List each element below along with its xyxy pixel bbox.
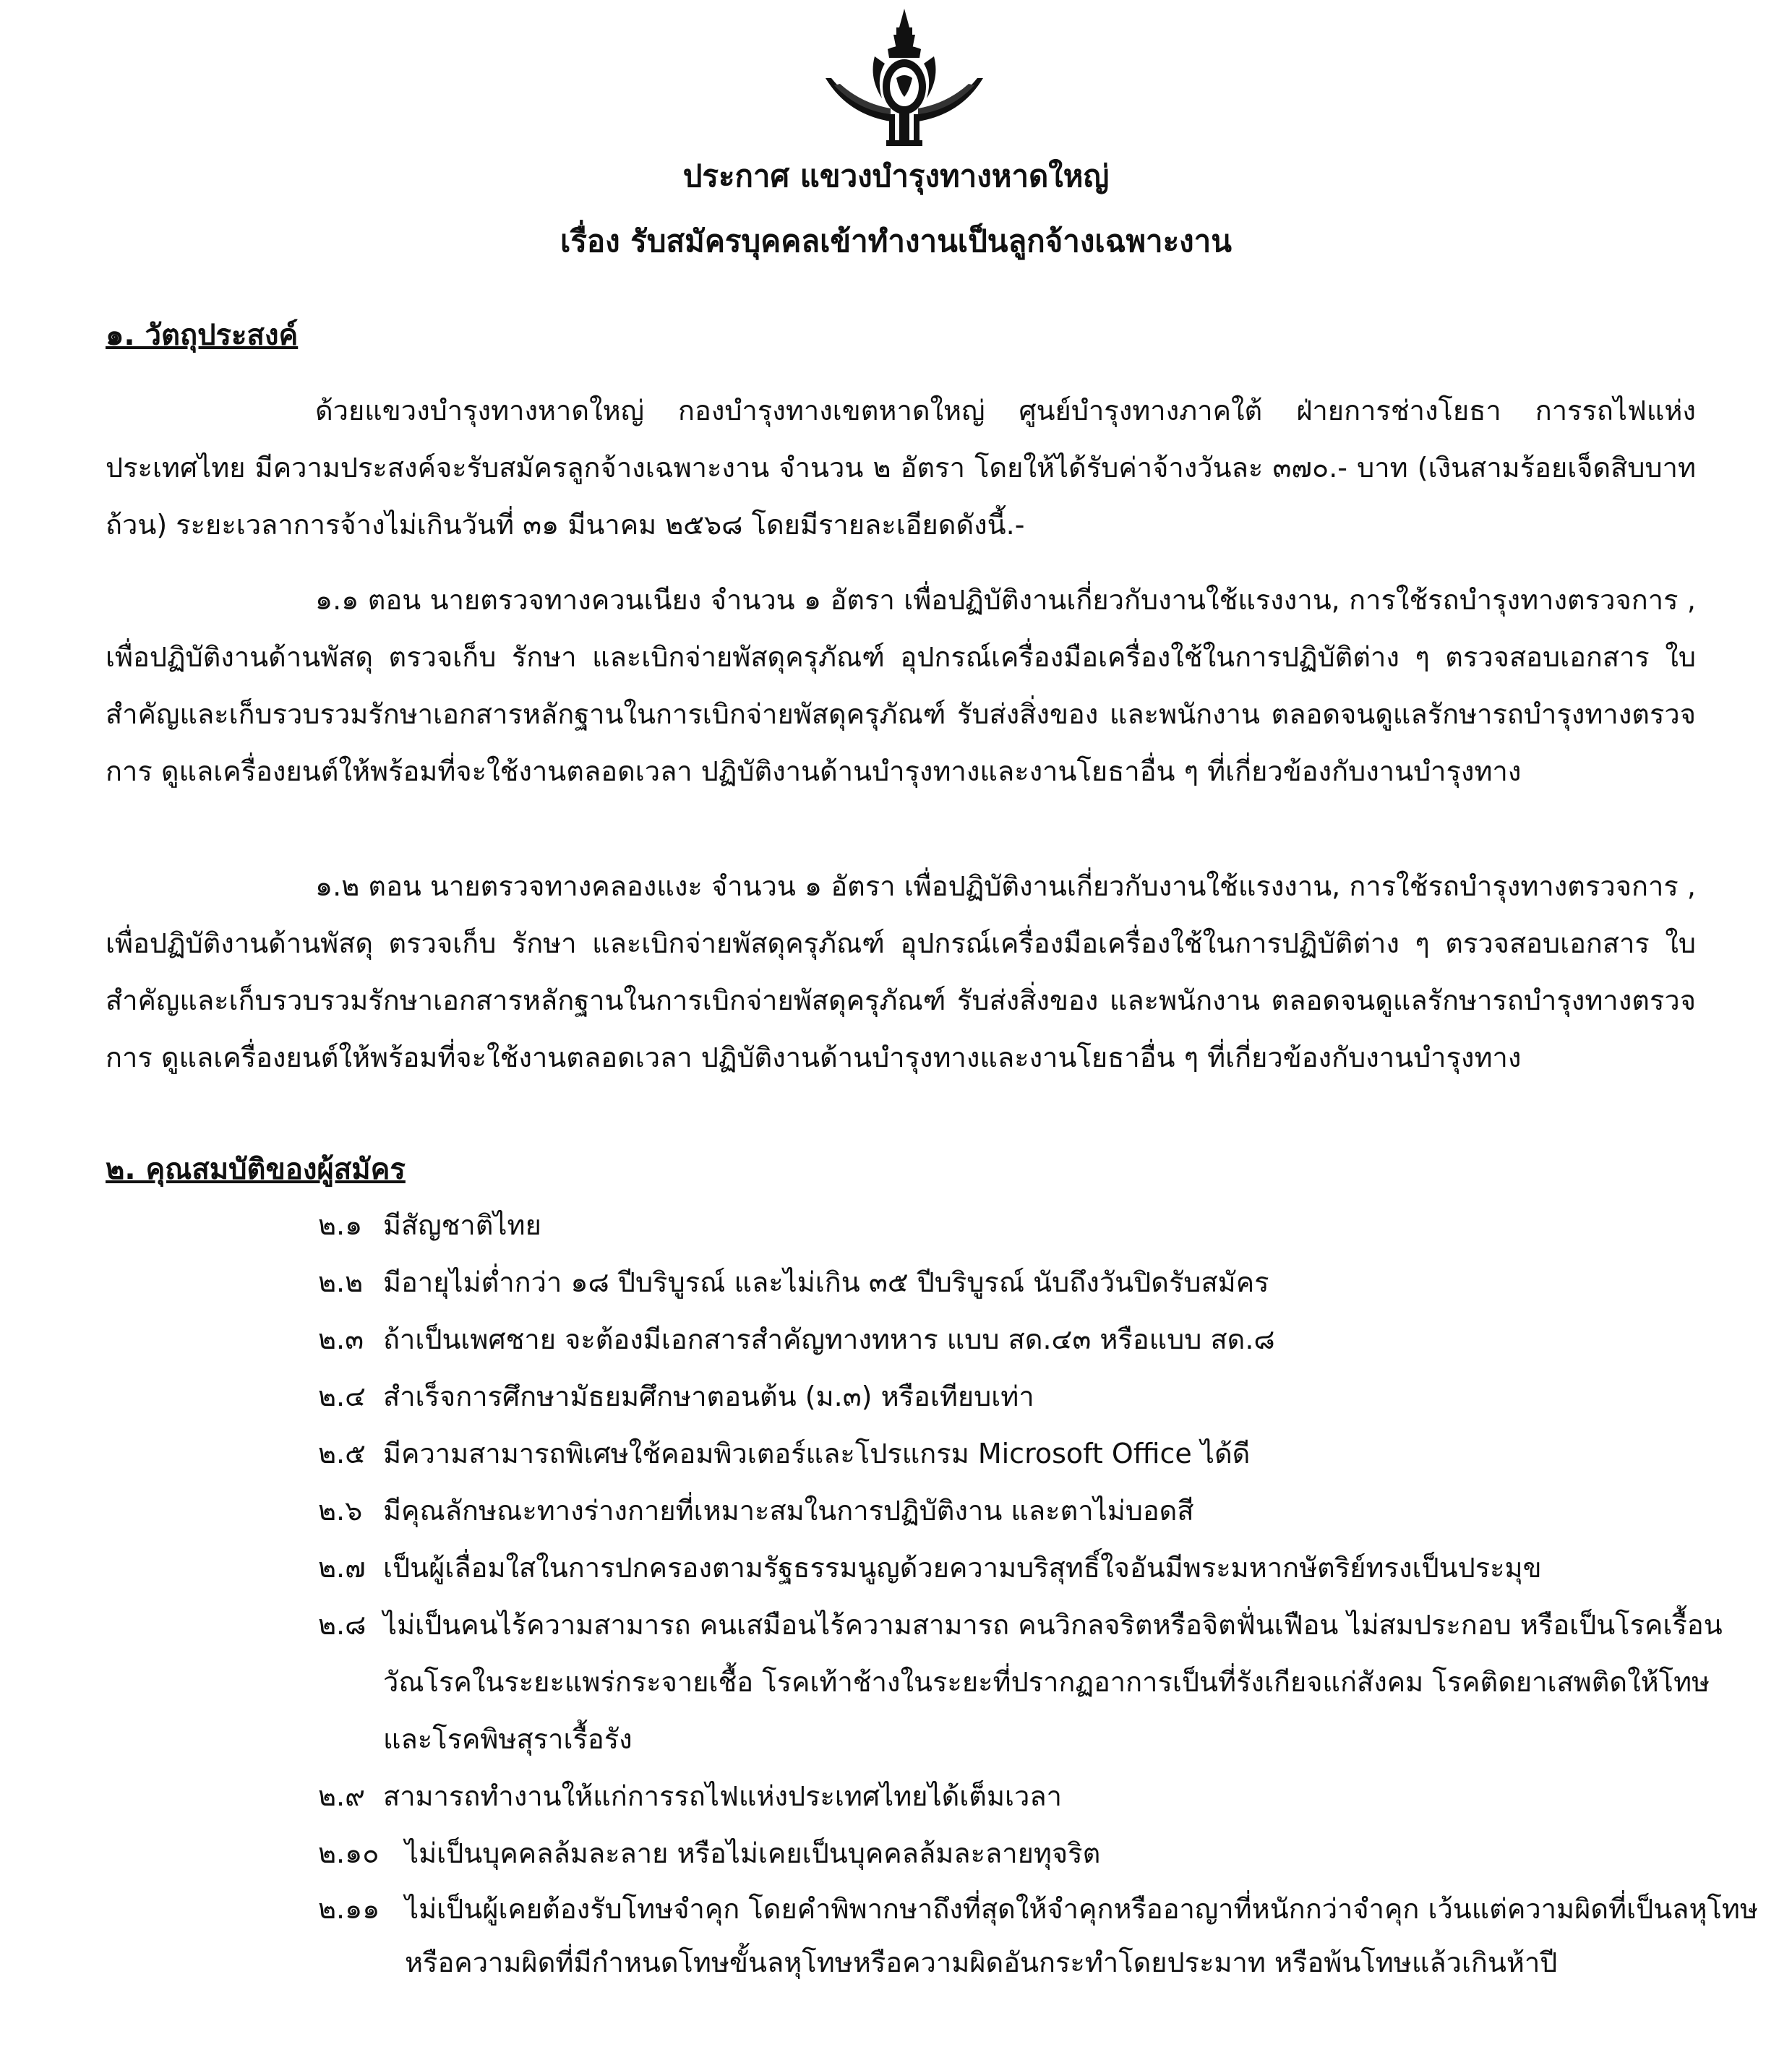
qualification-item: [318, 1368, 1742, 1425]
qualification-item: [318, 1882, 1764, 1989]
qualification-number: ๒.๘: [318, 1609, 366, 1641]
section-2-heading: ๒. คุณสมบัติของผู้สมัคร: [106, 1153, 406, 1186]
qualification-item: [318, 1311, 1742, 1368]
qualification-number: ๒.๑๐: [318, 1837, 380, 1869]
qualification-item: [318, 1825, 1764, 1882]
qualification-text: ไม่เป็นบุคคลล้มละลาย หรือไม่เคยเป็นบุคคลล้มละลายทุจริต: [405, 1837, 1101, 1869]
qualification-number: ๒.๙: [318, 1780, 365, 1812]
qualification-text: มีอายุไม่ต่ำกว่า ๑๘ ปีบริบูรณ์ และไม่เกิน ๓๕ ปีบริบูรณ์ นับถึงวันปิดรับสมัคร: [383, 1266, 1269, 1298]
qualification-number: ๒.๑๑: [318, 1893, 380, 1925]
qualification-number: ๒.๓: [318, 1323, 364, 1355]
qualification-text: ไม่เป็นผู้เคยต้องรับโทษจำคุก โดยคำพิพากษาถึงที่สุดให้จำคุกหรืออาญาที่หนักกว่าจำคุก เว้นแต่ความผิดที่เป็นลหุโทษ หรือความผิดที่มีกำหนดโทษขั้นลหุโทษหรือความผิดอันกระทำโดยประมาท หรือพ้นโทษแล้วเกินห้าปี: [405, 1893, 1759, 1978]
qualification-number: ๒.๔: [318, 1381, 366, 1412]
state-railway-emblem: [818, 6, 990, 150]
qualification-text: เป็นผู้เลื่อมใสในการปกครองตามรัฐธรรมนูญด้วยความบริสุทธิ์ใจอันมีพระมหากษัตริย์ทรงเป็นประมุข: [383, 1552, 1542, 1584]
qualification-item: [318, 1768, 1742, 1825]
qualification-text: มีคุณลักษณะทางร่างกายที่เหมาะสมในการปฏิบัติงาน และตาไม่บอดสี: [383, 1495, 1194, 1527]
qualification-item: [318, 1597, 1742, 1768]
qualification-text: มีความสามารถพิเศษใช้คอมพิวเตอร์และโปรแกรม Microsoft Office ได้ดี: [383, 1438, 1251, 1469]
qualification-text: ถ้าเป็นเพศชาย จะต้องมีเอกสารสำคัญทางทหาร แบบ สด.๔๓ หรือแบบ สด.๘: [383, 1323, 1275, 1355]
announcement-subject: เรื่อง รับสมัครบุคคลเข้าทำงานเป็นลูกจ้างเฉพาะงาน: [560, 223, 1232, 259]
qualification-text: สำเร็จการศึกษามัธยมศึกษาตอนต้น (ม.๓) หรือเทียบเท่า: [383, 1381, 1034, 1412]
qualification-item: [318, 1540, 1742, 1597]
section-1-intro: ด้วยแขวงบำรุงทางหาดใหญ่ กองบำรุงทางเขตหาดใหญ่ ศูนย์บำรุงทางภาคใต้ ฝ่ายการช่างโยธา การรถไฟแห่งประเทศไทย มีความประสงค์จะรับสมัครลูกจ้างเฉพาะงาน จำนวน ๒ อัตรา โดยให้ได้รับค่าจ้างวันละ ๓๗๐.- บาท (เงินสามร้อยเจ็ดสิบบาทถ้วน) ระยะเวลาการจ้างไม่เกินวันที่ ๓๑ มีนาคม ๒๕๖๘ โดยมีรายละเอียดดังนี้.-: [106, 395, 1696, 541]
qualification-number: ๒.๖: [318, 1495, 363, 1527]
qualification-number: ๒.๗: [318, 1552, 366, 1584]
qualification-number: ๒.๒: [318, 1266, 364, 1298]
section-1-2-paragraph: ๑.๒ ตอน นายตรวจทางคลองแงะ จำนวน ๑ อัตรา เพื่อปฏิบัติงานเกี่ยวกับงานใช้แรงงาน, การใช้รถบำรุงทางตรวจการ , เพื่อปฏิบัติงานด้านพัสดุ ตรวจเก็บ รักษา และเบิกจ่ายพัสดุครุภัณฑ์ อุปกรณ์เครื่องมือเครื่องใช้ในการปฏิบัติต่าง ๆ ตรวจสอบเอกสาร ใบสำคัญและเก็บรวบรวมรักษาเอกสารหลักฐานในการเบิกจ่ายพัสดุครุภัณฑ์ รับส่งสิ่งของ และพนักงาน ตลอดจนดูแลรักษารถบำรุงทางตรวจการ ดูแลเครื่องยนต์ให้พร้อมที่จะใช้งานตลอดเวลา ปฏิบัติงานด้านบำรุงทางและงานโยธาอื่น ๆ ที่เกี่ยวข้องกับงานบำรุงทาง: [106, 870, 1696, 1073]
announcement-title: ประกาศ แขวงบำรุงทางหาดใหญ่: [682, 158, 1110, 194]
qualification-item: [318, 1482, 1742, 1540]
qualification-text: สามารถทำงานให้แก่การรถไฟแห่งประเทศไทยได้เต็มเวลา: [383, 1780, 1062, 1812]
qualification-item: [318, 1425, 1742, 1482]
qualification-item: [318, 1254, 1742, 1311]
section-1-heading: ๑. วัตถุประสงค์: [106, 319, 299, 352]
qualification-text: มีสัญชาติไทย: [383, 1209, 541, 1241]
qualification-text: ไม่เป็นคนไร้ความสามารถ คนเสมือนไร้ความสามารถ คนวิกลจริตหรือจิตฟั่นเฟือน ไม่สมประกอบ หรือเป็นโรคเรื้อน วัณโรคในระยะแพร่กระจายเชื้อ โรคเท้าช้างในระยะที่ปรากฏอาการเป็นที่รังเกียจแก่สังคม โรคติดยาเสพติดให้โทษ และโรคพิษสุราเรื้อรัง: [383, 1609, 1723, 1755]
section-1-1-paragraph: ๑.๑ ตอน นายตรวจทางควนเนียง จำนวน ๑ อัตรา เพื่อปฏิบัติงานเกี่ยวกับงานใช้แรงงาน, การใช้รถบำรุงทางตรวจการ , เพื่อปฏิบัติงานด้านพัสดุ ตรวจเก็บ รักษา และเบิกจ่ายพัสดุครุภัณฑ์ อุปกรณ์เครื่องมือเครื่องใช้ในการปฏิบัติต่าง ๆ ตรวจสอบเอกสาร ใบสำคัญและเก็บรวบรวมรักษาเอกสารหลักฐานในการเบิกจ่ายพัสดุครุภัณฑ์ รับส่งสิ่งของ และพนักงาน ตลอดจนดูแลรักษารถบำรุงทางตรวจการ ดูแลเครื่องยนต์ให้พร้อมที่จะใช้งานตลอดเวลา ปฏิบัติงานด้านบำรุงทางและงานโยธาอื่น ๆ ที่เกี่ยวข้องกับงานบำรุงทาง: [106, 584, 1696, 787]
qualification-item: [318, 1197, 1742, 1254]
qualification-number: ๒.๑: [318, 1209, 363, 1241]
qualification-number: ๒.๕: [318, 1438, 366, 1469]
